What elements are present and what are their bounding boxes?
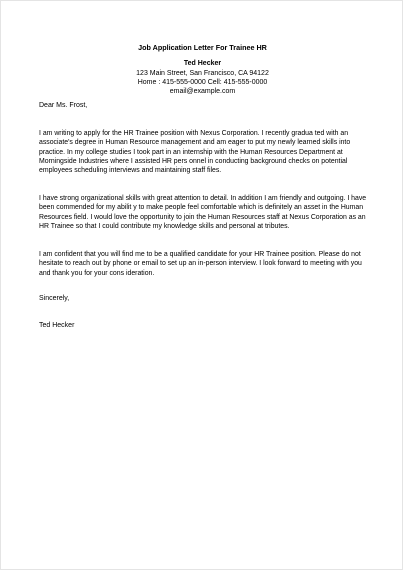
salutation: Dear Ms. Frost, (39, 102, 88, 109)
sender-phones: Home : 415-555-0000 Cell: 415-555-0000 (137, 79, 268, 86)
signature-name: Ted Hecker (39, 322, 75, 329)
closing: Sincerely, (39, 295, 70, 302)
letter-title: Job Application Letter For Trainee HR (138, 43, 267, 52)
sender-email: email@example.com (169, 88, 236, 95)
body-paragraph-1: I am writing to apply for the HR Trainee position with Nexus Corporation. I recently gradua ted with an associate's degree in Human Resource management and am eager to put my newly learned skills into practice. In my college studies I took part in an internship with the Human Resources Department at Morningside Industries where I assisted HR pers onnel in conducting background checks on potential employees scheduling interviews and maintaining staff files. (39, 130, 351, 175)
body-paragraph-2: I have strong organizational skills with great attention to detail. In addition I am friendly and outgoing. I have been commended for my abilit y to make people feel comfortable which is definitely an asset in the Human Resources field. I would love the opportunity to join the Human Resources staff at Nexus Corporation as an HR Trainee so that I could contribute my knowledge skills and personal at tributes. (39, 195, 367, 230)
body-paragraph-3: I am confident that you will find me to be a qualified candidate for your HR Trainee position. Please do not hesitate to reach out by phone or email to set up an in-person interview. I look forward to meeting with you and thank you for your cons ideration. (39, 251, 362, 277)
sender-address: 123 Main Street, San Francisco, CA 94122 (136, 70, 269, 77)
sender-name: Ted Hecker (183, 60, 222, 67)
